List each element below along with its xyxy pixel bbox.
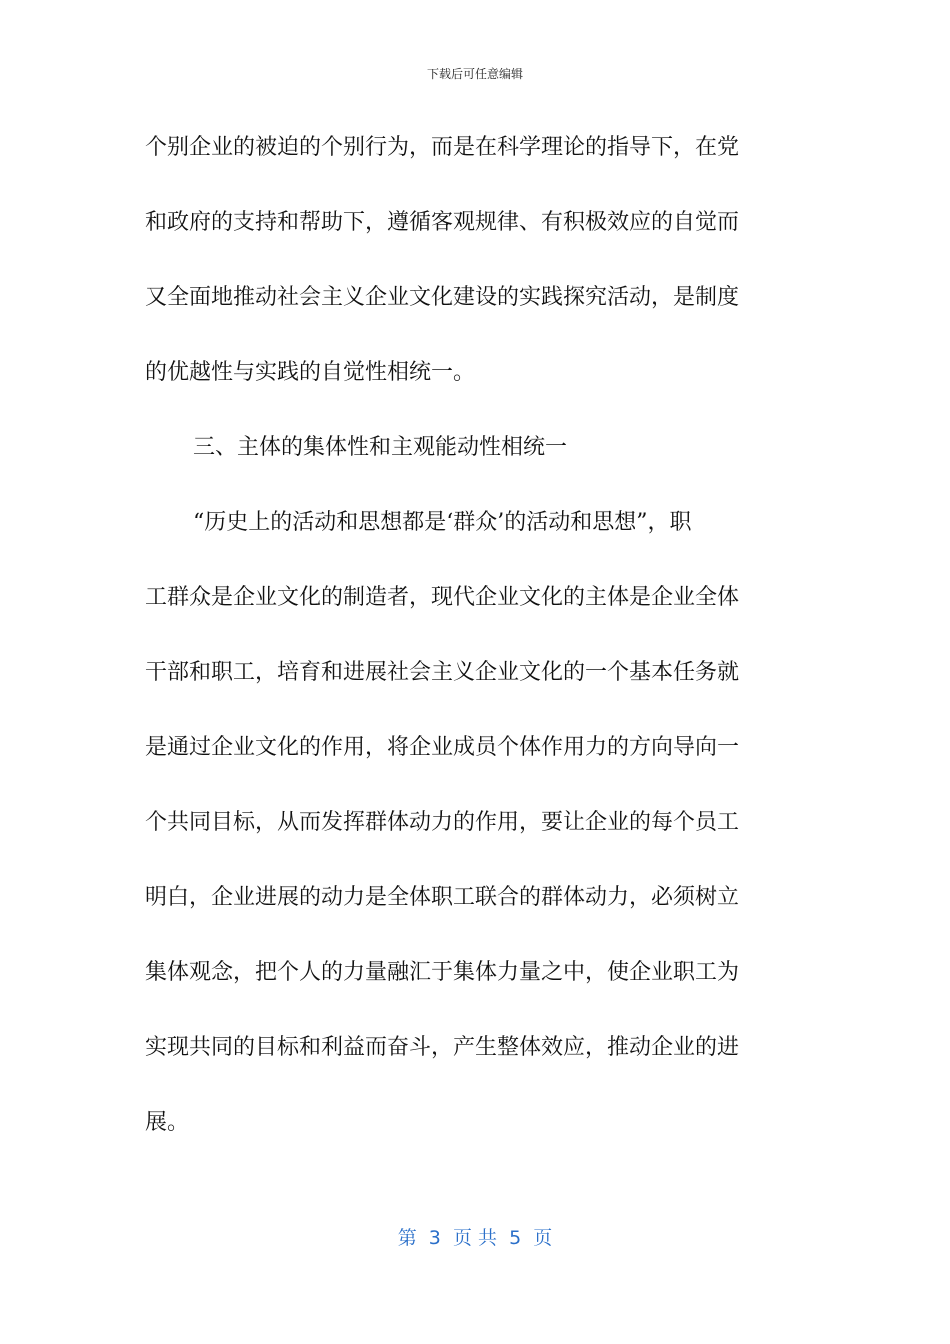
paragraph-first-line: “历史上的活动和思想都是‘群众’的活动和思想”，职 bbox=[193, 510, 692, 535]
text-line: 实现共同的目标和利益而奋斗，产生整体效应，推动企业的进 bbox=[145, 1035, 740, 1060]
text-line: 展。 bbox=[145, 1110, 190, 1135]
document-body bbox=[145, 110, 795, 1160]
text-line: 的优越性与实践的自觉性相统一。 bbox=[145, 360, 476, 385]
text-line: 明白，企业进展的动力是全体职工联合的群体动力，必须树立 bbox=[145, 885, 740, 910]
text-line: 又全面地推动社会主义企业文化建设的实践探究活动，是制度 bbox=[145, 285, 740, 310]
text-line: 和政府的支持和帮助下，遵循客观规律、有积极效应的自觉而 bbox=[145, 210, 740, 235]
text-line: 是通过企业文化的作用，将企业成员个体作用力的方向导向一 bbox=[145, 735, 740, 760]
text-line: 干部和职工，培育和进展社会主义企业文化的一个基本任务就 bbox=[145, 660, 740, 685]
text-line: 工群众是企业文化的制造者，现代企业文化的主体是企业全体 bbox=[145, 585, 740, 610]
text-line: 个别企业的被迫的个别行为，而是在科学理论的指导下，在党 bbox=[145, 135, 740, 160]
section-heading: 三、主体的集体性和主观能动性相统一 bbox=[193, 435, 568, 460]
text-line: 个共同目标，从而发挥群体动力的作用，要让企业的每个员工 bbox=[145, 810, 740, 835]
text-line: 集体观念，把个人的力量融汇于集体力量之中，使企业职工为 bbox=[145, 960, 740, 985]
page-number-footer: 第 3 页 共 5 页 bbox=[397, 1227, 553, 1249]
page-header: 下载后可任意编辑 bbox=[426, 67, 523, 81]
